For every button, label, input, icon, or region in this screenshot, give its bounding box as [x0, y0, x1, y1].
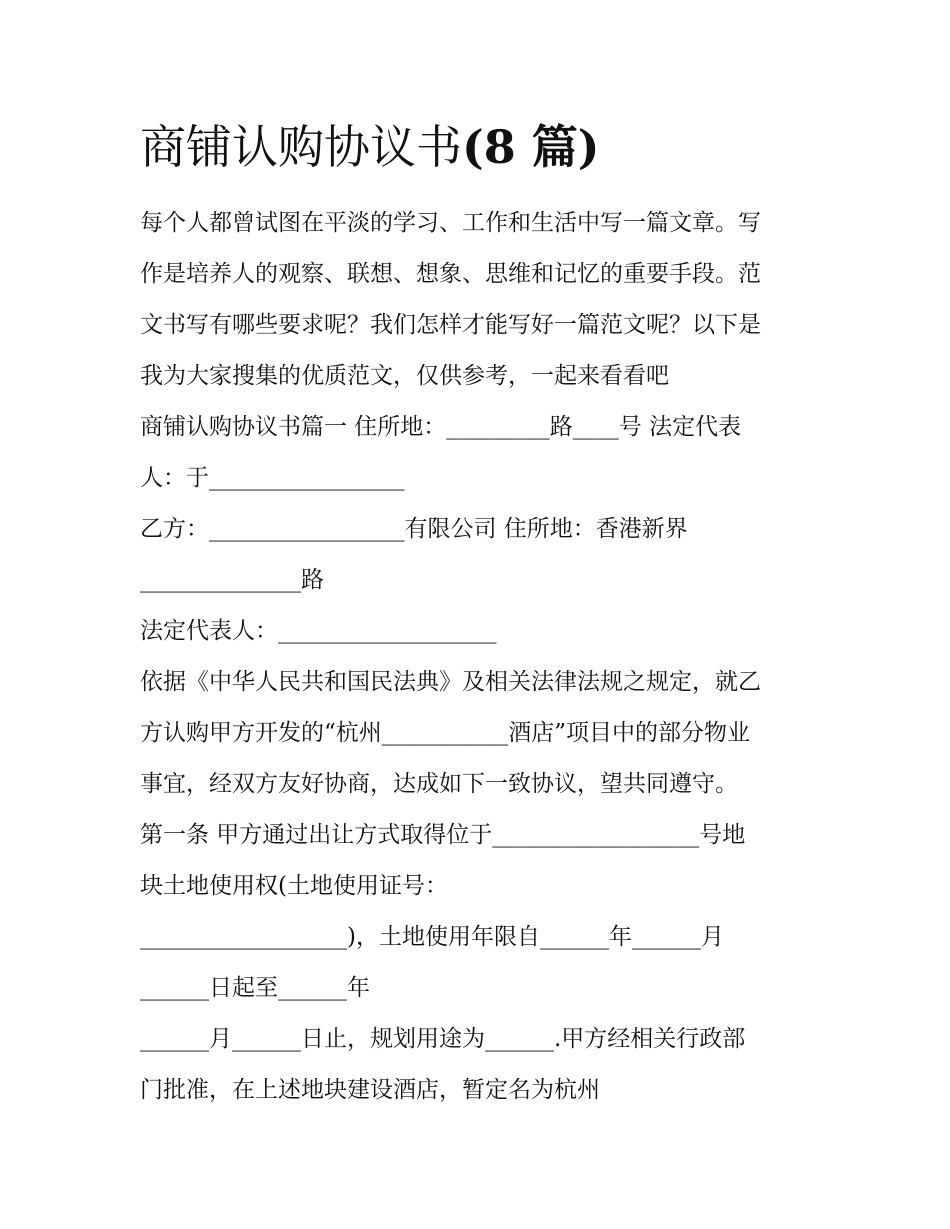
body-line: ______________路 [140, 567, 324, 593]
body-line: 块土地使用权(土地使用证号： [140, 873, 448, 899]
body-line: 方认购甲方开发的“杭州___________酒店”项目中的部分物业 [140, 720, 751, 746]
body-line: 事宜，经双方友好协商，达成如下一致协议，望共同遵守。 [140, 771, 738, 797]
document-body [140, 198, 812, 1116]
body-line: 第一条 甲方通过出让方式取得位于__________________号地 [140, 822, 746, 848]
document-title [140, 112, 600, 182]
body-line: 作是培养人的观察、联想、想象、思维和记忆的重要手段。范 [140, 261, 761, 287]
body-line: 文书写有哪些要求呢？我们怎样才能写好一篇范文呢？以下是 [140, 312, 761, 338]
body-line: __________________)，土地使用年限自______年______月 [140, 924, 724, 950]
document-title-suffix: (8 篇) [462, 120, 600, 174]
body-line: 门批准，在上述地块建设酒店，暂定名为杭州 [140, 1077, 600, 1103]
body-line: ______月______日止，规划用途为______.甲方经相关行政部 [140, 1026, 746, 1052]
body-line: 每个人都曾试图在平淡的学习、工作和生活中写一篇文章。写 [140, 210, 761, 236]
document-title-main: 商铺认购协议书 [140, 120, 462, 174]
body-line: 我为大家搜集的优质范文，仅供参考，一起来看看吧 [140, 363, 669, 389]
body-line: 商铺认购协议书篇一 住所地：_________路____号 法定代表 [140, 414, 742, 440]
body-line: 依据《中华人民共和国民法典》及相关法律法规之规定，就乙 [140, 669, 761, 695]
body-line: ______日起至______年 [140, 975, 370, 1001]
body-line: 乙方：_________________有限公司 住所地：香港新界 [140, 516, 688, 542]
body-line: 法定代表人：___________________ [140, 618, 497, 644]
body-line: 人：于_________________ [140, 465, 405, 491]
